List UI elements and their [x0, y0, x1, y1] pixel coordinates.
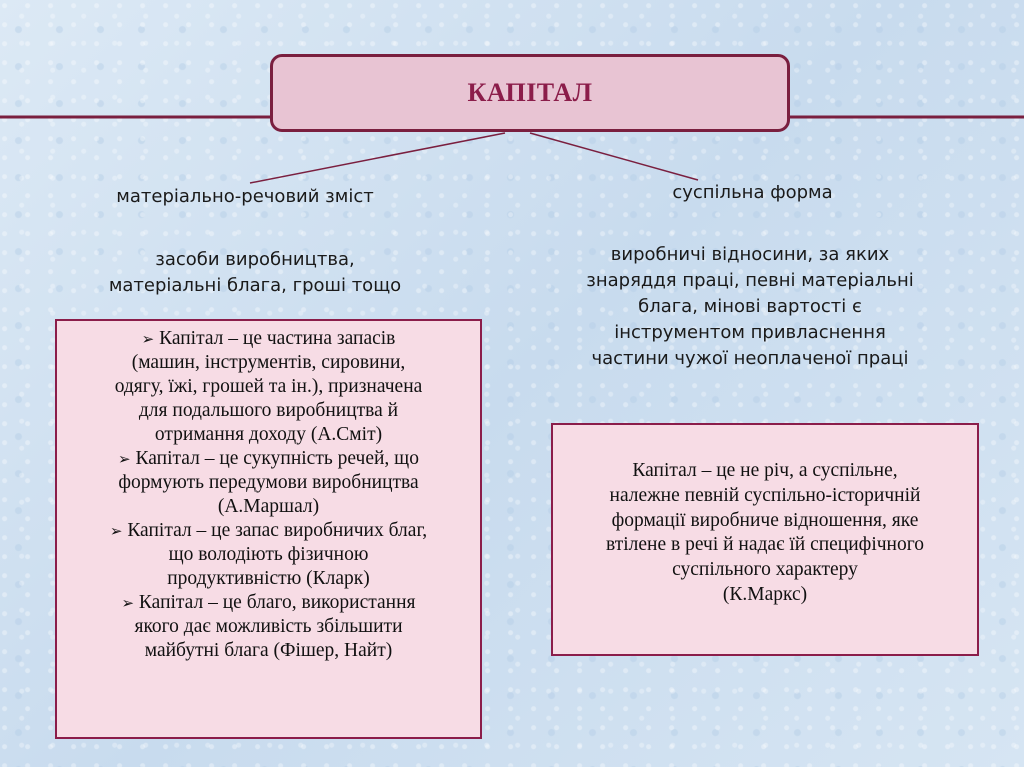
definition-line: якого дає можливість збільшити [134, 615, 403, 637]
arrow-bullet-icon: ➢ [109, 521, 123, 540]
arrow-bullet-icon: ➢ [141, 330, 155, 348]
definition-item [61, 447, 476, 519]
definition-line: формують передумови виробництва [118, 471, 419, 493]
definition-line: Капітал – це сукупність речей, що [135, 447, 419, 469]
definition-line: одягу, їжі, грошей та ін.), призначена [114, 375, 423, 397]
definition-line: Капітал – це благо, використання [138, 591, 416, 613]
right-subtitle-line: частини чужої неоплаченої праці [591, 348, 909, 370]
definition-line: Капітал – це не річ, а суспільне, [632, 460, 898, 481]
left-branch-line [250, 133, 505, 183]
definition-line: Капітал – це запас виробничих благ, [127, 519, 428, 541]
definition-line: продуктивністю (Кларк) [167, 567, 370, 589]
definition-item [61, 327, 476, 447]
definition-line: для подальшого виробництва й [138, 399, 399, 421]
right-subtitle-line: знаряддя праці, певні матеріальні [586, 270, 914, 292]
definition-item [61, 519, 476, 591]
definition-line: що володіють фізичною [168, 543, 369, 565]
definition-line: (К.Маркс) [722, 583, 808, 605]
right-subtitle [545, 242, 955, 372]
title-box [270, 54, 790, 132]
left-subtitle-line: матеріальні блага, гроші тощо [108, 275, 402, 297]
definition-line: отримання доходу (А.Сміт) [154, 423, 383, 445]
definition-line: суспільного характеру [672, 559, 858, 580]
left-subtitle [40, 247, 470, 299]
arrow-bullet-icon: ➢ [118, 449, 131, 468]
right-subtitle-line: інструментом привласнення [614, 322, 886, 344]
definition-line: формації виробниче відношення, яке [611, 509, 919, 531]
left-subtitle-line: засоби виробництва, [155, 249, 355, 270]
right-subtitle-line: виробничі відносини, за яких [610, 244, 890, 265]
definition-line: Капітал – це частина запасів [159, 328, 396, 349]
arrow-bullet-icon: ➢ [121, 593, 135, 612]
right-subtitle-line: блага, мінові вартості є [638, 296, 862, 318]
definition-line: (А.Маршал) [217, 495, 320, 517]
right-branch-line [530, 133, 698, 180]
definition-line: втілене в речі й надає їй специфічного [606, 534, 924, 556]
left-heading: матеріально-речовий зміст [116, 186, 374, 207]
definition-line: (машин, інструментів, сировини, [131, 351, 406, 373]
right-heading: суспільна форма [672, 182, 833, 203]
definition-item [61, 591, 476, 663]
definition-line: майбутні блага (Фішер, Найт) [144, 639, 393, 661]
left-definitions-box [55, 319, 482, 739]
definition-line: належне певній суспільно-історичній [609, 484, 921, 506]
page-title: КАПІТАЛ [467, 78, 593, 107]
right-definition-box [551, 423, 979, 656]
